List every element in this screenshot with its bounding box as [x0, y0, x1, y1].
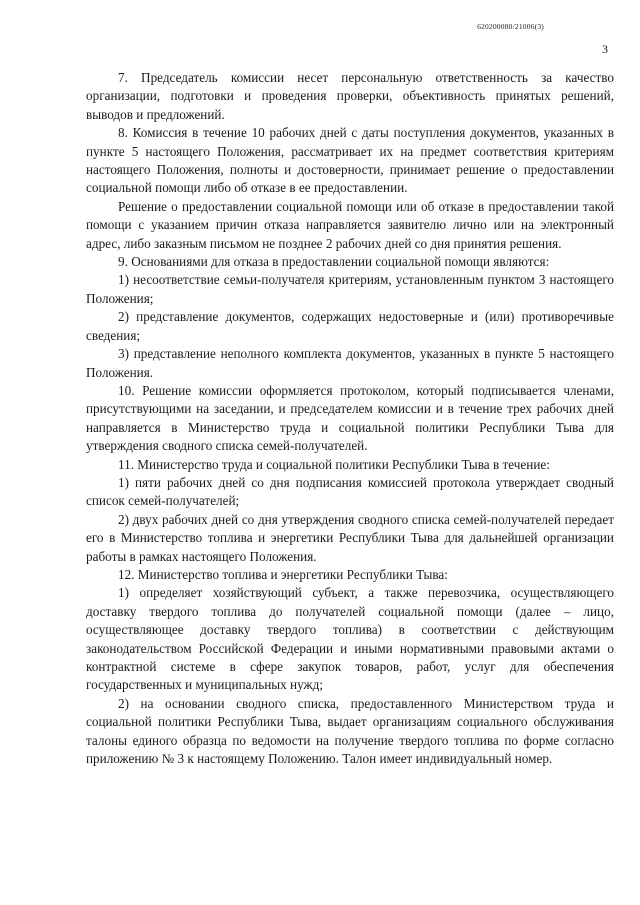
paragraph-12: 12. Министерство топлива и энергетики Республики Тыва:: [118, 566, 448, 582]
paragraph-11-item-2: 2) двух рабочих дней со дня утверждения сводного списка семей-получателей передает его в Министерство топлива и энергетики Республики Тыва для дальнейшей организации работы в рамках настоящего Положения.: [86, 511, 614, 564]
document-id: 620200080/21006(3): [477, 22, 544, 31]
paragraph-12-item-1: 1) определяет хозяйствующий субъект, а также перевозчика, осуществляющего доставку твердого топлива до получателей социальной помощи (далее – лицо, осуществляющее доставку твердого топлива) в соответствии с действующим законодательством Российской Федерации и иными нормативными правовыми актами о контрактной системе в сфере закупок товаров, работ, услуг для обеспечения государственных и муниципальных нужд;: [86, 585, 614, 693]
paragraph-11-item-1: 1) пяти рабочих дней со дня подписания комиссией протокола утверждает сводный список семей-получателей;: [86, 474, 614, 509]
paragraph-9-item-2: 2) представление документов, содержащих недостоверные и (или) противоречивые сведения;: [86, 309, 614, 343]
paragraph-9-item-3: 3) представление неполного комплекта документов, указанных в пункте 5 настоящего Положения.: [86, 346, 614, 380]
paragraph-8: 8. Комиссия в течение 10 рабочих дней с даты поступления документов, указанных в пункте 5 настоящего Положения, рассматривает их на предмет соответствия критериям настоящего Положения, полноты и достоверности, принимает решение о предоставлении социальной помощи либо об отказе в ее предоставлении.: [86, 125, 614, 196]
paragraph-9: 9. Основаниями для отказа в предоставлении социальной помощи являются:: [118, 254, 550, 270]
paragraph-9-item-1: 1) несоответствие семьи-получателя критериям, установленным пунктом 3 настоящего Положения;: [86, 272, 614, 306]
page-number: 3: [602, 42, 608, 56]
paragraph-decision: Решение о предоставлении социальной помощи или об отказе в предоставлении такой помощи с указанием причин отказа направляется заявителю лично или на электронный адрес, либо заказным письмом не позднее 2 рабочих дней со дня принятия решения.: [86, 198, 614, 251]
paragraph-10: 10. Решение комиссии оформляется протоколом, который подписывается членами, присутствующими на заседании, и председателем комиссии и в течение трех рабочих дней направляется в Министерство труда и социальной политики Республики Тыва для утверждения сводного списка семей-получателей.: [86, 382, 614, 454]
paragraph-7: 7. Председатель комиссии несет персональную ответственность за качество организации, подготовки и проведения проверки, объективность принятых решений, выводов и предложений.: [86, 70, 614, 122]
document-body: [86, 69, 614, 768]
paragraph-11: 11. Министерство труда и социальной политики Республики Тыва в течение:: [118, 456, 550, 472]
paragraph-12-item-2: 2) на основании сводного списка, предоставленного Министерством труда и социальной политики Республики Тыва, выдает организациям социального обслуживания талоны единого образца по ведомости на получение твердого топлива по форме согласно приложению № 3 к настоящему Положению. Талон имеет индивидуальный номер.: [86, 695, 614, 767]
